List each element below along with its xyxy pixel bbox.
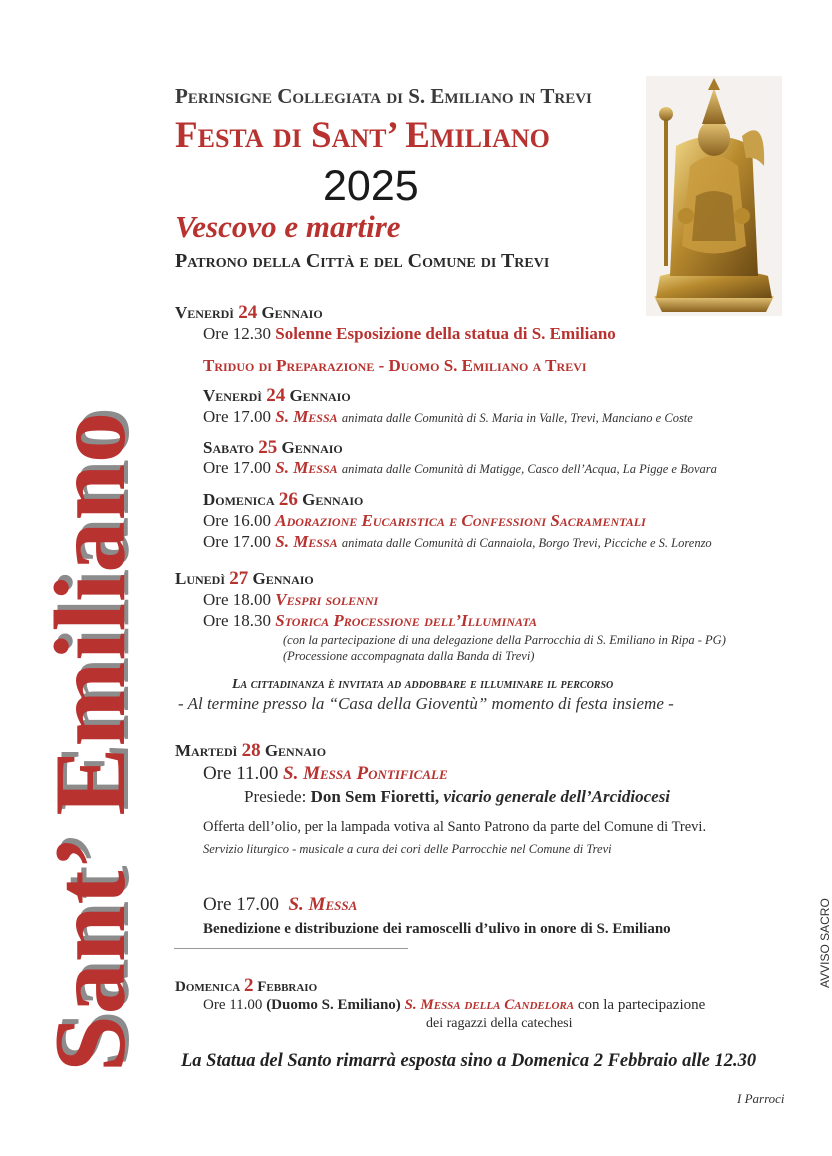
event-line: Ore 16.00 Adorazione Eucaristica e Confessioni Sacramentali (203, 511, 646, 530)
event-line: Ore 11.00 (Duomo S. Emiliano) S. Messa della Candelora con la partecipazione (203, 997, 706, 1013)
presiede: Presiede: Don Sem Fioretti, vicario generale dell’Arcidiocesi (244, 787, 671, 806)
day-heading: Venerdì 24 Gennaio (175, 302, 323, 323)
benedizione: Benedizione e distribuzione dei ramoscelli d’ulivo in onore di S. Emiliano (203, 921, 671, 937)
event-line: Ore 17.00 S. Messa animata dalle Comunità di Cannaiola, Borgo Trevi, Picciche e S. Lorenzo (203, 532, 712, 551)
servizio-note: Servizio liturgico - musicale a cura dei cori delle Parrocchie nel Comune di Trevi (203, 842, 612, 856)
note: (con la partecipazione di una delegazione della Parrocchia di S. Emiliano in Ripa - PG) (283, 633, 726, 647)
day-heading: Martedì 28 Gennaio (175, 740, 327, 761)
event-line: Ore 11.00 S. Messa Pontificale (203, 763, 448, 784)
event-line: Ore 17.00 S. Messa (203, 894, 358, 915)
patrono: Patrono della Città e del Comune di Trevi (175, 250, 550, 272)
avviso-sacro: AVVISO SACRO (818, 898, 832, 988)
event-line: Ore 18.00 Vespri solenni (203, 590, 379, 609)
event-line: Ore 18.30 Storica Processione dell’Illuminata (203, 611, 538, 630)
church-name: Perinsigne Collegiata di S. Emiliano in Trevi (175, 84, 592, 108)
note: dei ragazzi della catechesi (426, 1016, 573, 1031)
signature: I Parroci (737, 1091, 785, 1106)
divider (174, 948, 408, 949)
festa-title: Festa di Sant’ Emiliano (175, 115, 550, 156)
closing-note: La Statua del Santo rimarrà esposta sino a Domenica 2 Febbraio alle 12.30 (181, 1051, 757, 1071)
year: 2025 (323, 162, 419, 210)
day-heading: Sabato 25 Gennaio (203, 437, 343, 458)
day-heading: Domenica 26 Gennaio (203, 489, 364, 510)
day-heading: Venerdì 24 Gennaio (203, 385, 351, 406)
olio-note: Offerta dell’olio, per la lampada votiva al Santo Patrono da parte del Comune di Trevi. (203, 819, 707, 835)
side-title: Sant’ Emiliano (34, 410, 147, 1072)
triduo-heading: Triduo di Preparazione - Duomo S. Emiliano a Trevi (203, 356, 587, 375)
event-line: Ore 17.00 S. Messa animata dalle Comunità di Matigge, Casco dell’Acqua, La Pigge e Bovara (203, 458, 717, 477)
note: (Processione accompagnata dalla Banda di Trevi) (283, 649, 535, 663)
event-line: Ore 17.00 S. Messa animata dalle Comunità di S. Maria in Valle, Trevi, Manciano e Coste (203, 407, 693, 426)
day-heading: Lunedì 27 Gennaio (175, 568, 314, 589)
subtitle: Vescovo e martire (175, 209, 401, 244)
day-heading: Domenica 2 Febbraio (175, 975, 318, 996)
statue-image (646, 76, 782, 316)
event-line: Ore 12.30 Solenne Esposizione della statua di S. Emiliano (203, 324, 616, 343)
invito: La cittadinanza è invitata ad addobbare e illuminare il percorso (232, 677, 614, 692)
festa-insieme: - Al termine presso la “Casa della Gioventù” momento di festa insieme - (178, 694, 674, 713)
